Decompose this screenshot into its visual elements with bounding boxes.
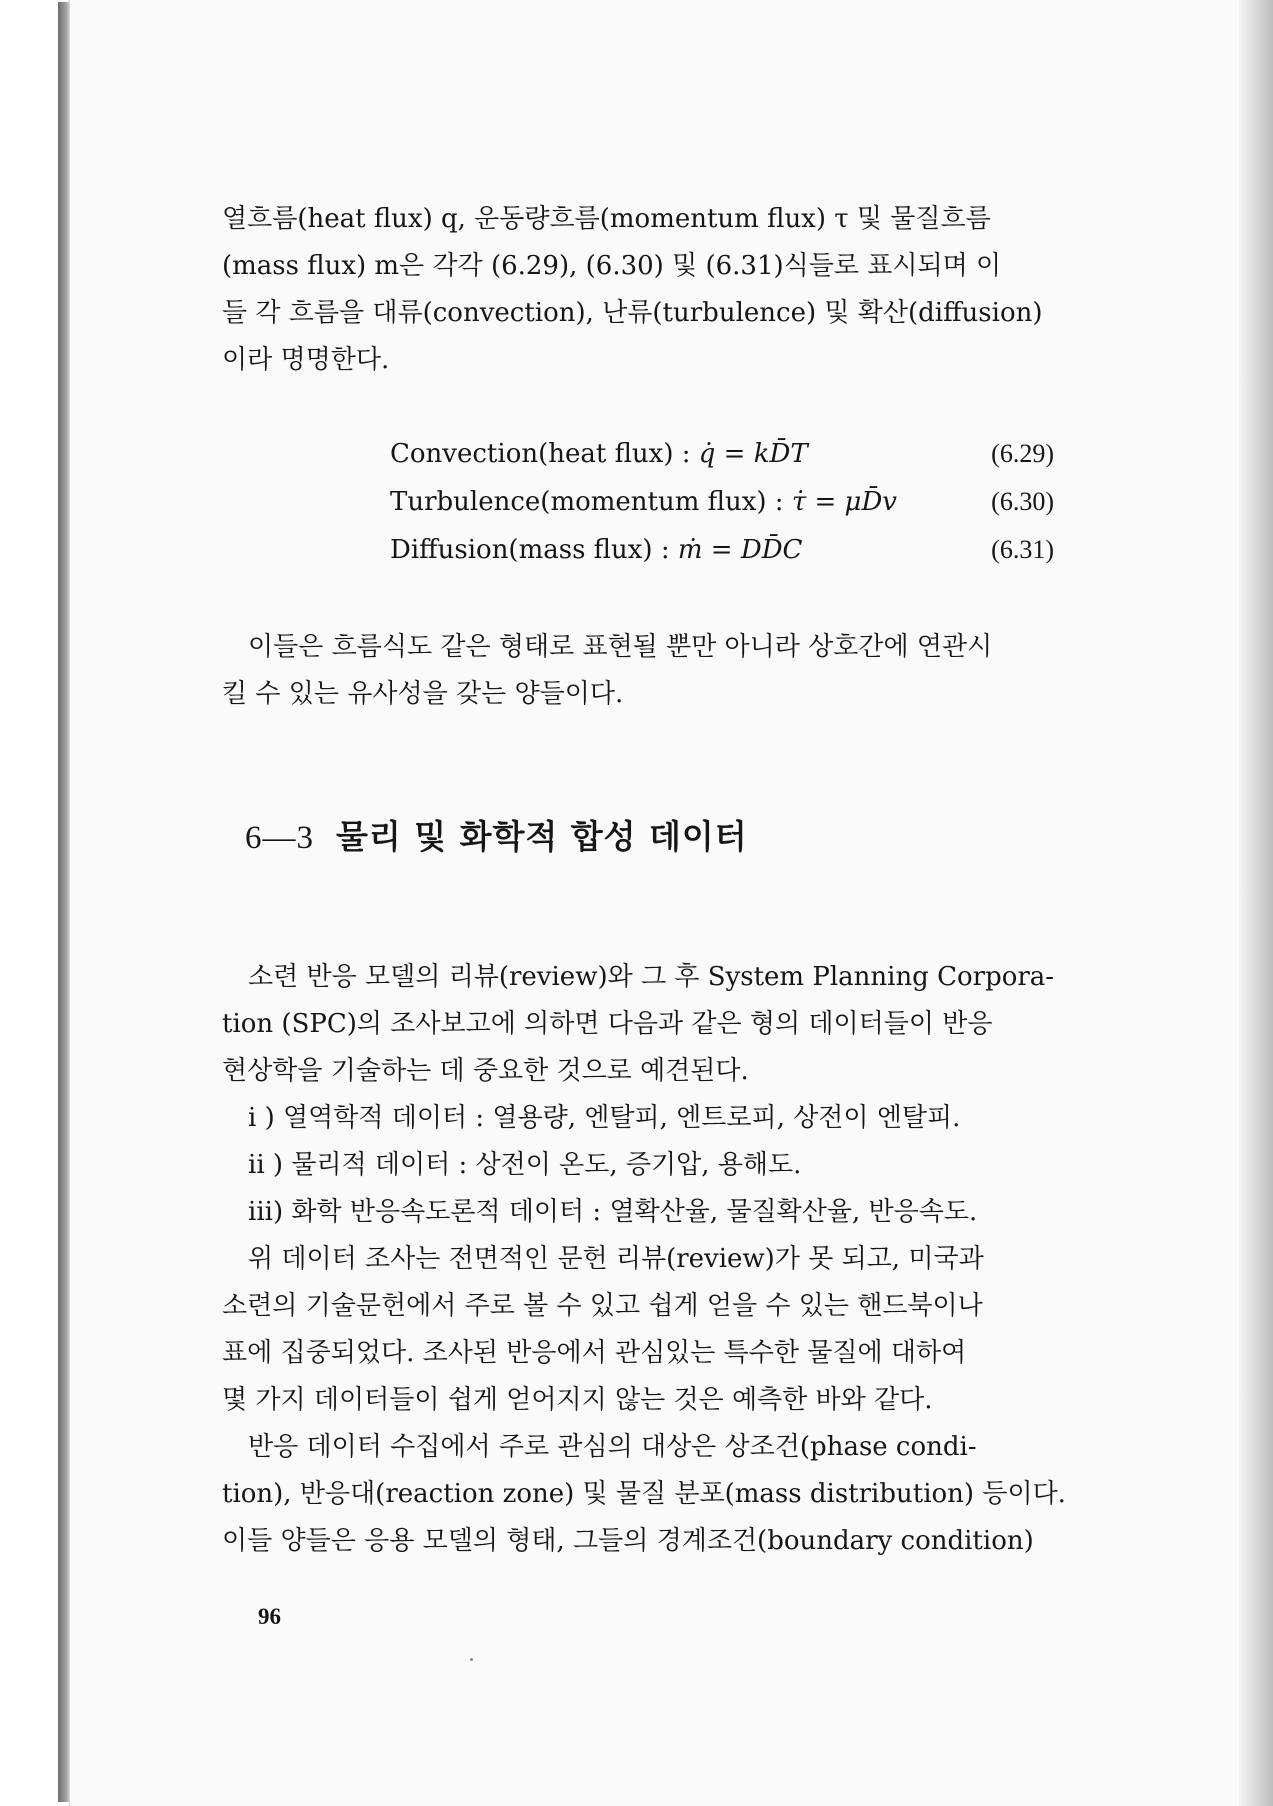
equation-block: [390, 430, 1054, 574]
equation-number: (6.30): [991, 487, 1054, 516]
section-heading: [245, 812, 748, 863]
equation-label: Diffusion(mass flux) :: [390, 535, 678, 565]
paragraph-similarity: [222, 624, 1084, 718]
equation-expression: ṁ = DD̄C: [677, 535, 803, 565]
text-line: 소련 반응 모델의 리뷰(review)와 그 후 System Planning Corpora-: [248, 962, 1055, 992]
equation-row: [390, 478, 1054, 526]
text-line: 이들 양들은 응용 모델의 형태, 그들의 경계조건(boundary condition): [222, 1526, 1034, 1556]
equation-expression: τ̇ = μD̄v: [791, 487, 897, 517]
list-item: iii) 화학 반응속도론적 데이터 : 열확산율, 물질확산율, 반응속도.: [248, 1197, 978, 1227]
equation-expression: q̇ = kD̄T: [698, 439, 808, 469]
page-right-shadow: [1239, 0, 1273, 1806]
equation-row: [390, 430, 1054, 478]
equation-row: [390, 526, 1054, 574]
text-line: tion), 반응대(reaction zone) 및 물질 분포(mass distribution) 등이다.: [222, 1479, 1066, 1509]
equation-label: Turbulence(momentum flux) :: [390, 487, 792, 517]
equation-content: [390, 478, 897, 526]
list-item: ii ) 물리적 데이터 : 상전이 온도, 증기압, 용해도.: [248, 1150, 802, 1180]
page-number: 96: [258, 1604, 281, 1629]
equation-number: (6.29): [991, 439, 1054, 468]
text-line: 소련의 기술문헌에서 주로 볼 수 있고 쉽게 얻을 수 있는 핸드북이나: [222, 1291, 983, 1321]
paragraph-body: [222, 954, 1084, 1565]
equation-content: [390, 430, 808, 478]
text-line: 들 각 흐름을 대류(convection), 난류(turbulence) 및 확산(diffusion): [222, 298, 1043, 328]
equation-content: [390, 526, 802, 574]
text-line: 표에 집중되었다. 조사된 반응에서 관심있는 특수한 물질에 대하여: [222, 1338, 967, 1368]
text-line: 이들은 흐름식도 같은 형태로 표현될 뿐만 아니라 상호간에 연관시: [248, 632, 993, 662]
section-title: 물리 및 화학적 합성 데이터: [336, 817, 748, 856]
list-item: i ) 열역학적 데이터 : 열용량, 엔탈피, 엔트로피, 상전이 엔탈피.: [248, 1103, 961, 1133]
paragraph-intro: [222, 196, 1084, 384]
page-stack-edge: [58, 2, 70, 1802]
text-line: 몇 가지 데이터들이 쉽게 얻어지지 않는 것은 예측한 바와 같다.: [222, 1385, 933, 1415]
text-line: tion (SPC)의 조사보고에 의하면 다음과 같은 형의 데이터들이 반응: [222, 1009, 993, 1039]
text-line: 반응 데이터 수집에서 주로 관심의 대상은 상조건(phase condi-: [248, 1432, 977, 1462]
text-line: (mass flux) m은 각각 (6.29), (6.30) 및 (6.31)식들로 표시되며 이: [222, 251, 1002, 281]
text-line: 킬 수 있는 유사성을 갖는 양들이다.: [222, 679, 624, 709]
equation-number: (6.31): [991, 535, 1054, 564]
text-line: 열흐름(heat flux) q, 운동량흐름(momentum flux) τ 및 물질흐름: [222, 204, 991, 234]
text-line: 현상학을 기술하는 데 중요한 것으로 예견된다.: [222, 1056, 749, 1086]
text-line: 이라 명명한다.: [222, 345, 390, 375]
section-number: 6—3: [245, 820, 314, 856]
print-speck: [470, 1658, 473, 1661]
equation-label: Convection(heat flux) :: [390, 439, 699, 469]
text-line: 위 데이터 조사는 전면적인 문헌 리뷰(review)가 못 되고, 미국과: [248, 1244, 984, 1274]
